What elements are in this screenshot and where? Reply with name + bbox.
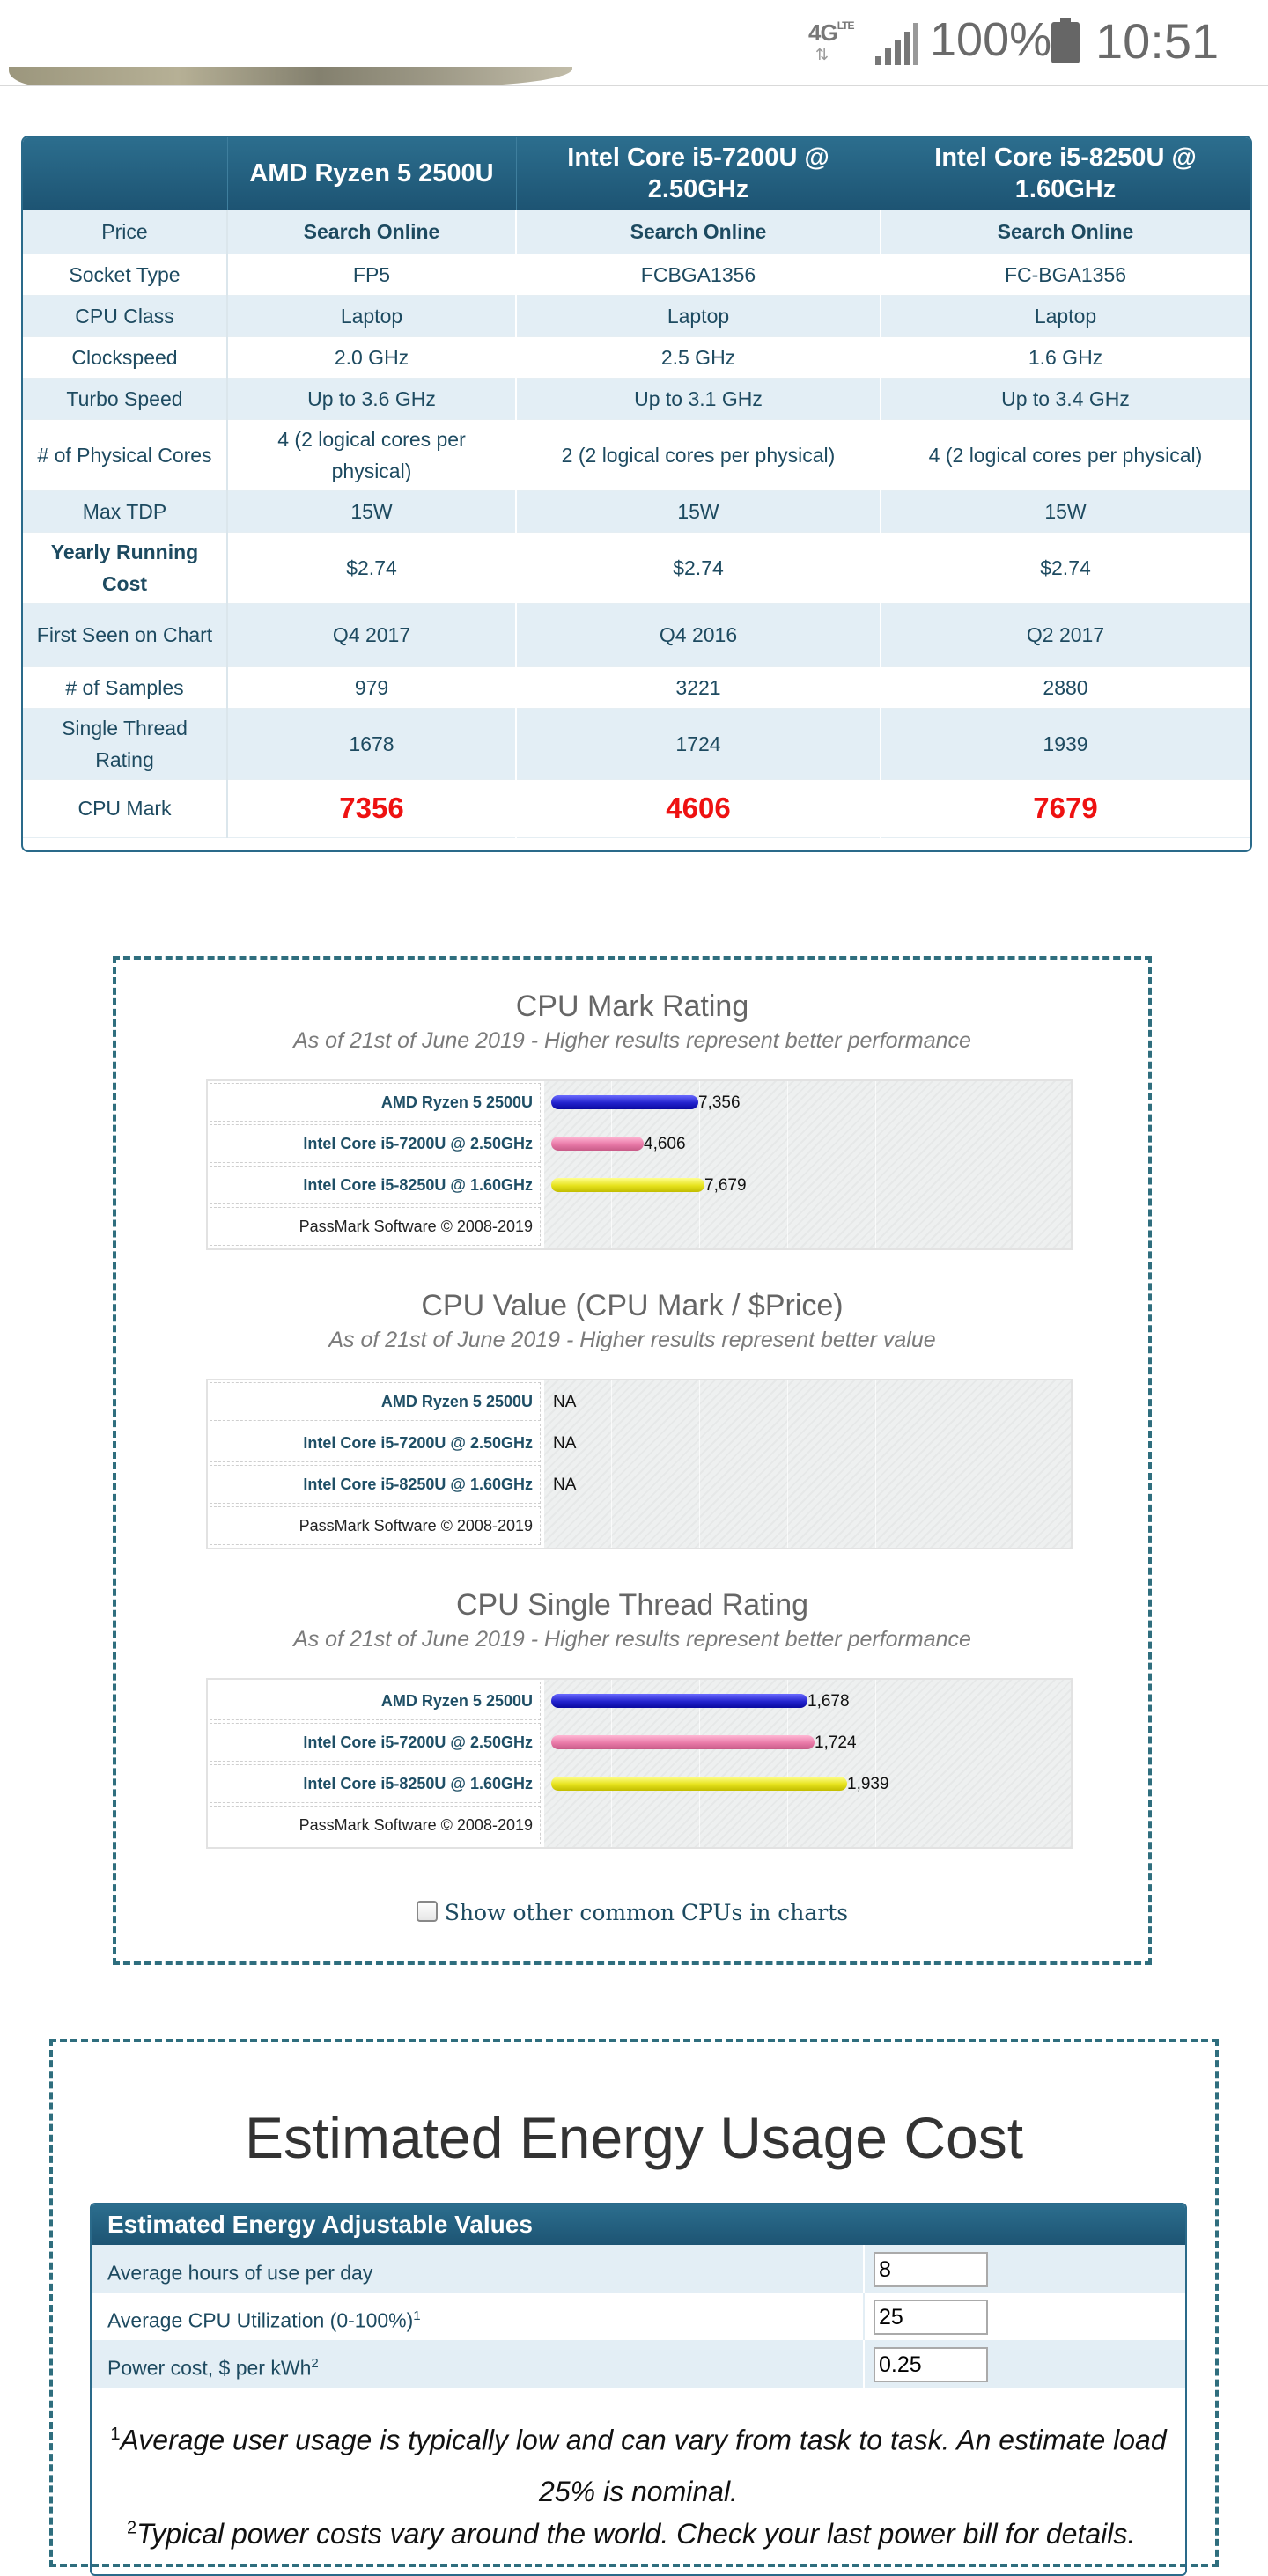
table-row [23,210,1250,254]
table-cell: $2.74 [881,532,1250,603]
cpu-mark-value: 4606 [516,779,881,837]
data-arrows-icon: ⇅ [815,46,828,63]
row-label: Max TDP [23,490,227,532]
footnote-1-text: Average user usage is typically low and can vary from task to task. An estimate load 25% is nominal. [120,2424,1167,2507]
table-cell: Laptop [227,295,516,336]
divider [0,85,1268,86]
search-online-link[interactable]: Search Online [227,210,516,254]
category-label: Intel Core i5-7200U @ 2.50GHz [210,1124,541,1163]
cpu-comparison-table [21,136,1252,852]
chart-footer: PassMark Software © 2008-2019 [210,1207,541,1246]
bar-pink [551,1137,644,1151]
chart-labels [208,1380,544,1548]
footnote-ref: 1 [413,2308,421,2323]
table-cell: 1939 [881,708,1250,779]
chart-subtitle: As of 21st of June 2019 - Higher results represent better value [328,1328,936,1352]
table-cell: $2.74 [516,532,881,603]
bar-value-label: 1,678 [807,1692,850,1711]
table-cell: Laptop [881,295,1250,336]
bar-pink [551,1735,815,1749]
table-row [23,336,1250,378]
table-cell: Q2 2017 [881,603,1250,666]
row-label: # of Physical Cores [23,419,227,490]
gridline [875,1081,876,1248]
table-row [23,666,1250,708]
chart-subtitle: As of 21st of June 2019 - Higher results represent better performance [293,1028,971,1053]
clock: 10:51 [1095,13,1220,69]
battery-percent: 100% [930,13,1052,66]
category-label: AMD Ryzen 5 2500U [210,1083,541,1122]
bar-chart [206,1678,1073,1849]
table-cell: 15W [227,490,516,532]
search-online-link[interactable]: Search Online [516,210,881,254]
table-cell: FP5 [227,254,516,295]
bar-value-label: 7,679 [704,1176,747,1195]
table-cell: 1724 [516,708,881,779]
table-row [23,419,1250,490]
row-label: Socket Type [23,254,227,295]
checkbox[interactable] [417,1901,438,1922]
table-cell: 4 (2 logical cores per physical) [881,419,1250,490]
chart-title: CPU Mark Rating [515,990,749,1023]
gridline [787,1081,788,1248]
gridline [875,1680,876,1847]
row-label: CPU Class [23,295,227,336]
table-cell: 2.0 GHz [227,336,516,378]
header-empty [23,137,227,210]
table-cell: 1.6 GHz [881,336,1250,378]
footnote-2-text: Typical power costs vary around the world. Check your last power bill for details. [136,2518,1136,2550]
bar-chart [206,1079,1073,1250]
energy-row-hours [92,2245,1185,2293]
category-label: AMD Ryzen 5 2500U [210,1382,541,1421]
category-label: Intel Core i5-7200U @ 2.50GHz [210,1424,541,1462]
table-cell: Up to 3.4 GHz [881,378,1250,419]
table-row [23,254,1250,295]
category-label: Intel Core i5-7200U @ 2.50GHz [210,1723,541,1762]
bar-blue [551,1694,807,1708]
table-row [23,779,1250,837]
table-row [23,532,1250,603]
network-subtype: LTE [837,19,854,32]
chart-footer: PassMark Software © 2008-2019 [210,1506,541,1545]
bar-value-label: 1,939 [847,1775,889,1793]
header-cpu-1[interactable]: AMD Ryzen 5 2500U [227,137,516,210]
table-cell: 2.5 GHz [516,336,881,378]
energy-row-utilization [92,2293,1185,2340]
energy-title: Estimated Energy Usage Cost [244,2105,1024,2170]
energy-row-label: Average CPU Utilization (0-100%) [107,2308,414,2332]
energy-row-label: Power cost, $ per kWh [107,2356,312,2380]
row-label: Price [23,210,227,254]
table-cell: 3221 [516,666,881,708]
table-cell: FC-BGA1356 [881,254,1250,295]
row-label: # of Samples [23,666,227,708]
cpu-utilization-input[interactable]: 25 [874,2300,988,2335]
signal-icon [874,21,919,67]
cpu-mark-value: 7356 [227,779,516,837]
table-row [23,603,1250,666]
bar-value-label: NA [553,1393,577,1411]
row-label: Yearly Running Cost [23,532,227,603]
gridline [787,1380,788,1548]
table-cell: 15W [516,490,881,532]
table-cell: Laptop [516,295,881,336]
table-cell: 1678 [227,708,516,779]
chart-subtitle: As of 21st of June 2019 - Higher results represent better performance [293,1627,971,1652]
chart-title: CPU Value (CPU Mark / $Price) [421,1289,844,1322]
chart-footer: PassMark Software © 2008-2019 [210,1806,541,1844]
bar-blue [551,1095,698,1109]
row-label: Single Thread Rating [23,708,227,779]
energy-values-panel [90,2203,1187,2576]
cpu-mark-value: 7679 [881,779,1250,837]
gridline [611,1380,612,1548]
table-header-row [23,137,1250,210]
bar-yellow [551,1178,704,1192]
header-image-strip [9,67,572,86]
header-cpu-2[interactable]: Intel Core i5-7200U @ 2.50GHz [516,137,881,210]
table-cell: Q4 2016 [516,603,881,666]
network-indicator [808,19,853,47]
show-other-cpus-toggle[interactable] [116,1900,1148,1925]
energy-row-label: Average hours of use per day [107,2261,373,2285]
battery-icon [1051,18,1080,63]
table-row [23,295,1250,336]
table-cell: 2880 [881,666,1250,708]
energy-cost-section [49,2039,1219,2567]
charts-panel [113,956,1152,1965]
footnote-2 [127,2518,1135,2550]
row-label: Turbo Speed [23,378,227,419]
header-cpu-3[interactable]: Intel Core i5-8250U @ 1.60GHz [881,137,1250,210]
table-cell: 4 (2 logical cores per physical) [227,419,516,490]
row-label: CPU Mark [23,779,227,837]
category-label: AMD Ryzen 5 2500U [210,1682,541,1720]
bar-value-label: NA [553,1434,577,1453]
table-cell: $2.74 [227,532,516,603]
power-cost-input[interactable]: 0.25 [874,2347,988,2382]
table-cell: Up to 3.6 GHz [227,378,516,419]
chart-labels [208,1680,544,1847]
checkbox-label[interactable]: Show other common CPUs in charts [444,1900,849,1925]
bar-value-label: NA [553,1476,577,1494]
category-label: Intel Core i5-8250U @ 1.60GHz [210,1166,541,1204]
footnote-1 [92,2409,1185,2517]
divider [863,2340,865,2388]
status-bar [0,0,1268,86]
row-label: Clockspeed [23,336,227,378]
table-cell: FCBGA1356 [516,254,881,295]
table-cell: 2 (2 logical cores per physical) [516,419,881,490]
footnote-marker: 2 [127,2518,137,2538]
table-cell: Up to 3.1 GHz [516,378,881,419]
network-type: 4G [808,19,837,46]
bar-chart [206,1379,1073,1549]
gridline [875,1380,876,1548]
row-label: First Seen on Chart [23,603,227,666]
chart-title: CPU Single Thread Rating [455,1588,809,1622]
table-cell: Q4 2017 [227,603,516,666]
energy-row-power-cost [92,2340,1185,2388]
divider [863,2293,865,2340]
bar-value-label: 1,724 [815,1733,857,1752]
gridline [699,1380,700,1548]
divider [863,2245,865,2293]
table-cell: 979 [227,666,516,708]
table-row [23,490,1250,532]
table-row [23,378,1250,419]
category-label: Intel Core i5-8250U @ 1.60GHz [210,1465,541,1504]
table-row [23,708,1250,779]
search-online-link[interactable]: Search Online [881,210,1250,254]
bar-yellow [551,1777,847,1791]
hours-per-day-input[interactable]: 8 [874,2252,988,2287]
footnote-ref: 2 [311,2356,319,2371]
category-label: Intel Core i5-8250U @ 1.60GHz [210,1764,541,1803]
footnote-marker: 1 [110,2425,121,2444]
chart-labels [208,1081,544,1248]
table-cell: 15W [881,490,1250,532]
energy-panel-title: Estimated Energy Adjustable Values [92,2204,1185,2245]
bar-value-label: 4,606 [644,1135,686,1153]
bar-value-label: 7,356 [698,1093,741,1112]
